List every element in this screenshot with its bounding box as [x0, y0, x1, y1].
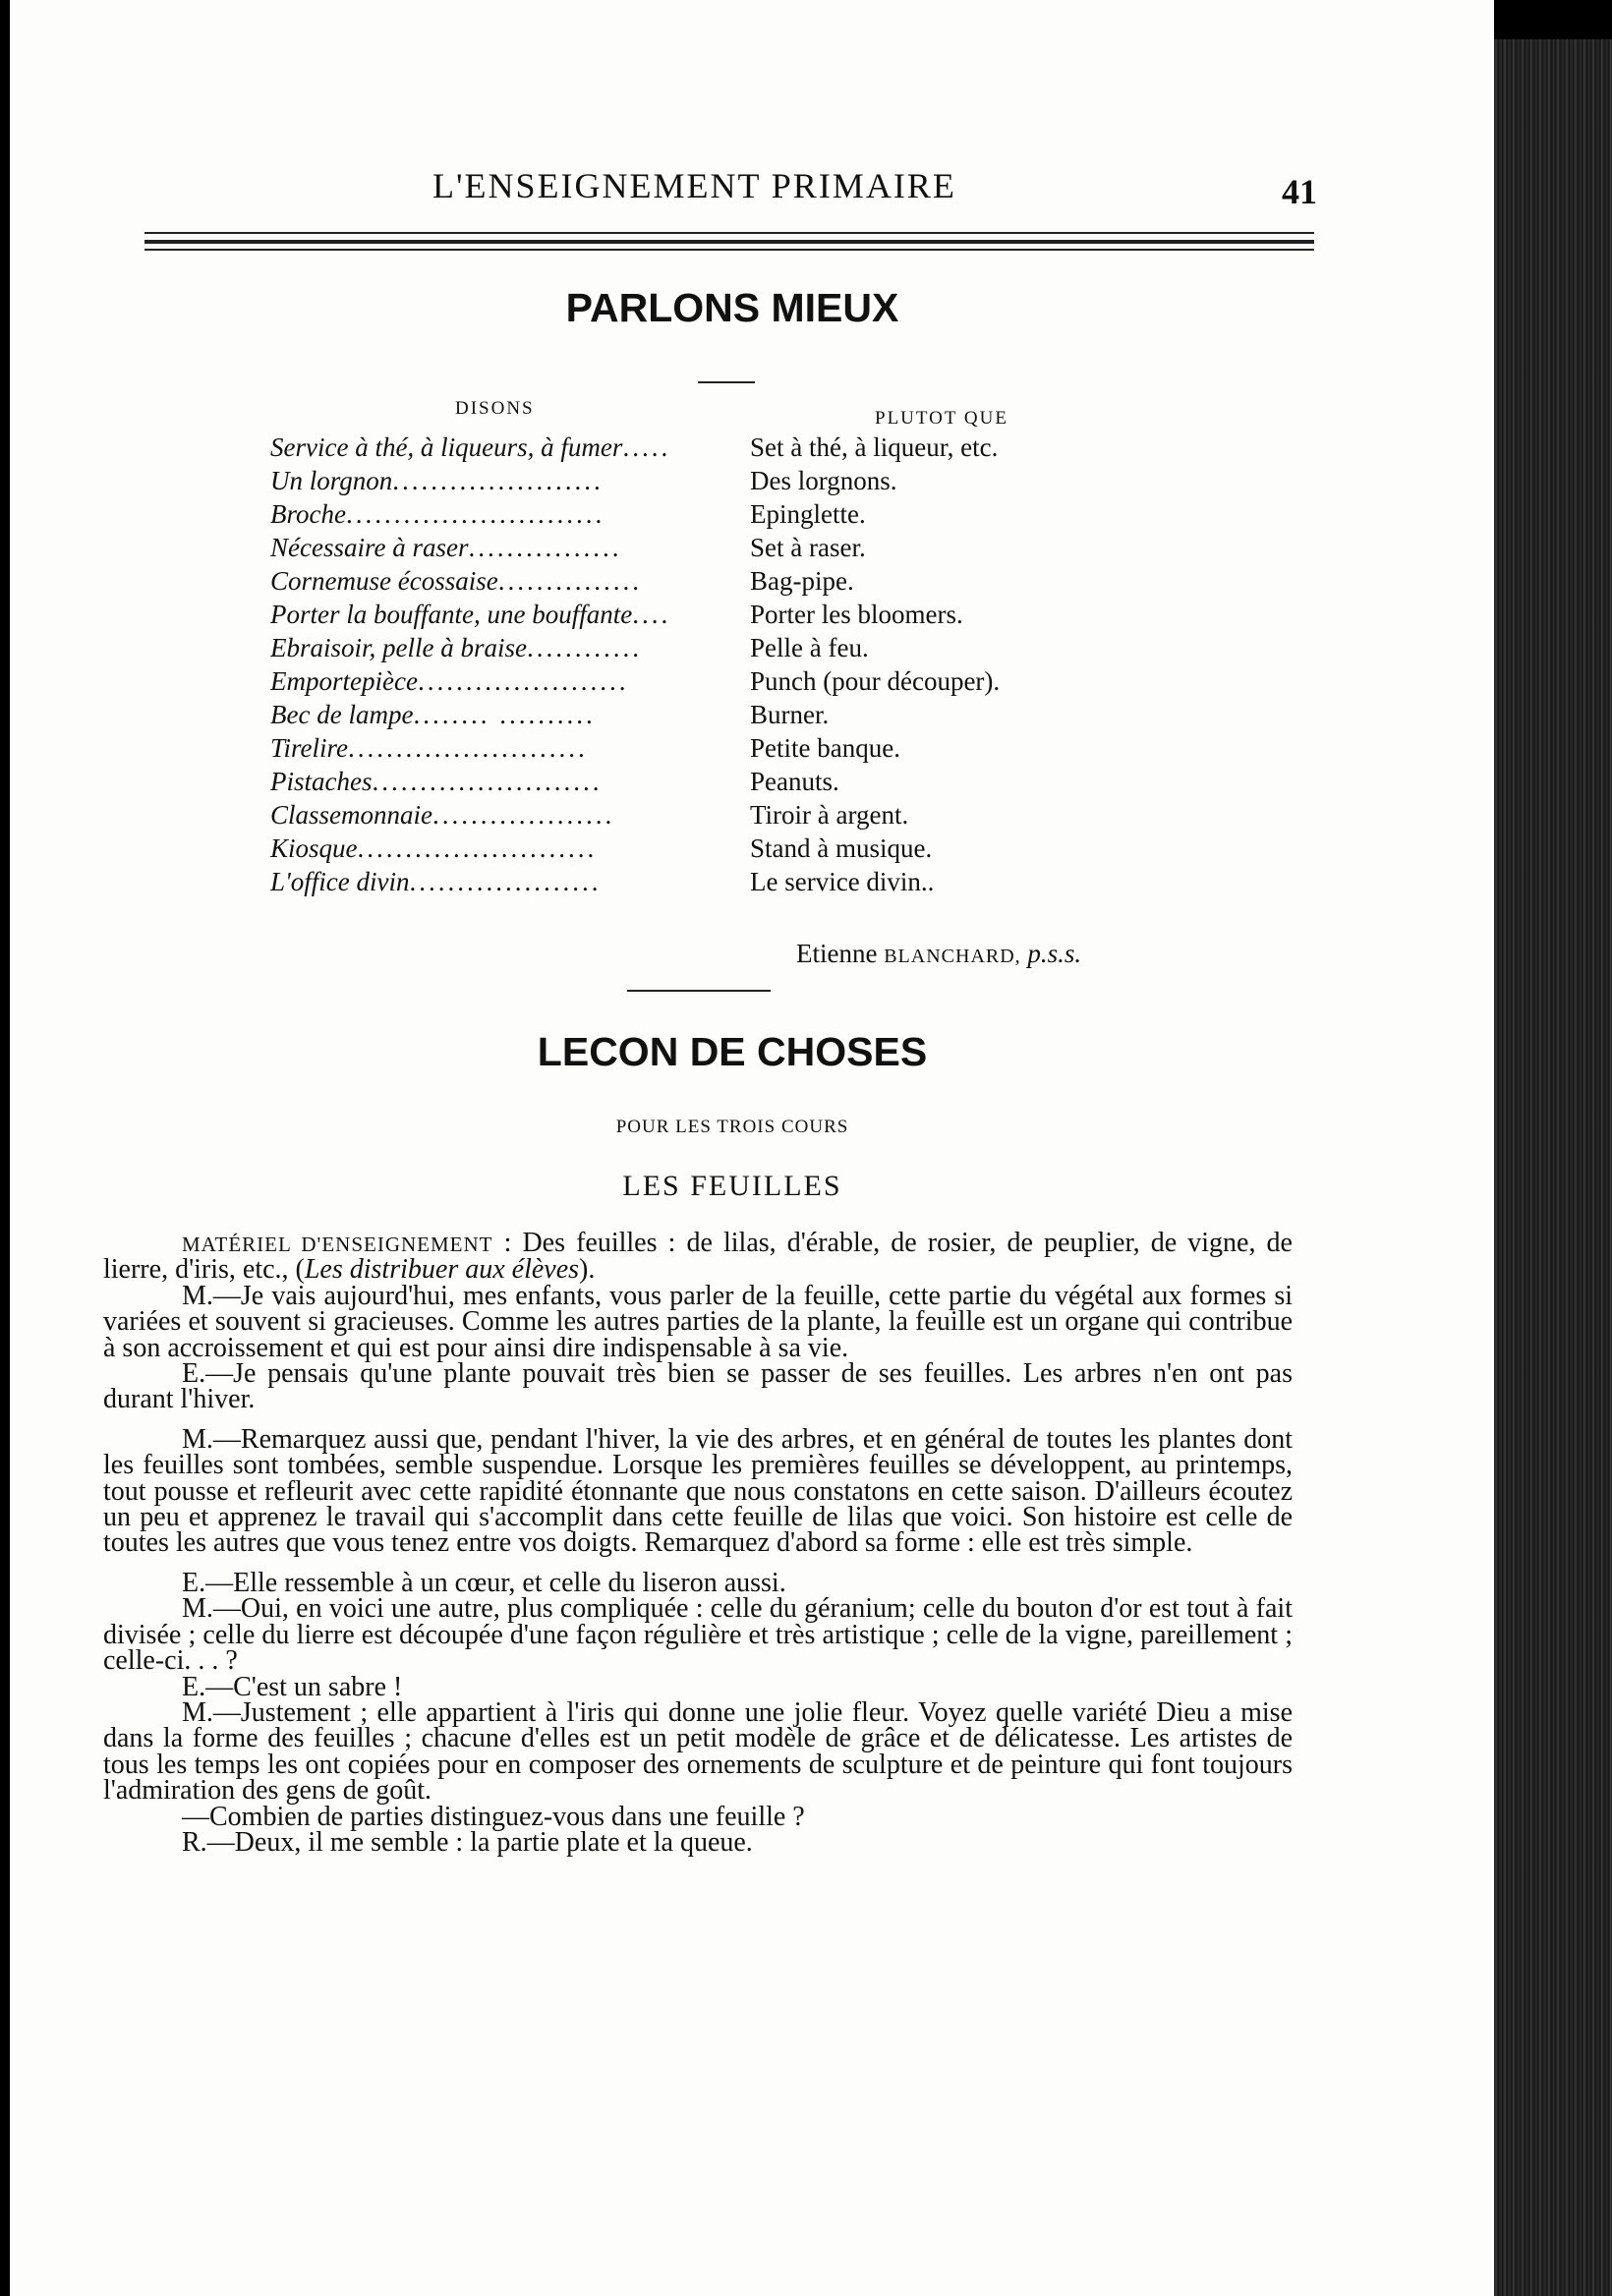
paragraph-materiel: [103, 1228, 1293, 1286]
vocab-say-text: Ebraisoir, pelle à braise: [270, 633, 527, 662]
vocab-say-text: Tirelire: [270, 733, 349, 763]
book-page: [10, 0, 1494, 2296]
materiel-italic: Les distribuer aux élèves: [304, 1254, 580, 1286]
vocabulary-row: [270, 765, 1076, 798]
vocabulary-row: [270, 664, 1076, 698]
leader-dots: ...................: [432, 800, 615, 830]
vocab-say-text: Kiosque: [270, 833, 358, 863]
materiel-text: : Des feuilles : de lilas, d'érable, de rosier, de peuplier, de vigne, de lierre, d'iris, etc., (: [103, 1228, 1293, 1286]
vocab-say: [270, 631, 724, 664]
paragraph: M.—Justement ; elle appartient à l'iris qui donne une jolie fleur. Voyez quelle variété Dieu a mise dans la forme des feuilles ; chacune d'elles est un petit modèle de grâce et de délicatesse. Les artistes de tous les temps les ont copiées pour en composer des ornements de sculpture et de peinture qui font toujours l'admiration des gens de goût.: [103, 1696, 1293, 1807]
vocab-say: [270, 598, 724, 631]
leader-dots: .....: [622, 432, 671, 462]
vocab-instead: Set à raser.: [750, 533, 866, 562]
vocab-say-text: Cornemuse écossaise: [270, 566, 498, 596]
section-title-parlons-mieux: PARLONS MIEUX: [565, 285, 899, 330]
vocab-instead: Petite banque.: [750, 733, 900, 763]
section-divider: [627, 990, 771, 992]
signature-last-name: BLANCHARD,: [884, 946, 1021, 967]
scan-border: [1494, 0, 1612, 39]
leader-dots: ........................: [372, 767, 603, 796]
vocab-instead: Epinglette.: [750, 499, 866, 529]
column-heading-plutot-que: PLUTOT QUE: [875, 408, 1008, 429]
subtitle-pour-les-trois-cours: POUR LES TROIS COURS: [615, 1117, 849, 1137]
vocab-say: [270, 497, 724, 531]
vocab-say-text: Un lorgnon: [270, 466, 393, 495]
paragraph: —Combien de parties distinguez-vous dans une feuille ?: [182, 1801, 805, 1832]
vocabulary-list: [270, 430, 1076, 898]
materiel-label: MATÉRIEL D'ENSEIGNEMENT: [182, 1233, 493, 1256]
vocab-say: [270, 731, 724, 765]
leader-dots: ...........................: [345, 499, 605, 529]
vocab-say: [270, 464, 724, 497]
vocab-instead: Burner.: [750, 700, 830, 729]
column-heading-disons: DISONS: [455, 398, 535, 419]
vocab-instead: Stand à musique.: [750, 833, 933, 863]
leader-dots: ......................: [392, 466, 604, 495]
vocab-instead: Tiroir à argent.: [750, 800, 909, 830]
signature: [796, 939, 1081, 969]
vocabulary-row: [270, 798, 1076, 832]
header-rule: [144, 232, 1314, 234]
paragraph: R.—Deux, il me semble : la partie plate et la queue.: [182, 1826, 753, 1858]
paragraph: M.—Remarquez aussi que, pendant l'hiver, la vie des arbres, et en général de toutes les plantes dont les feuilles sont tombées, semble suspendue. Lorsque les premières feuilles se développent, au printemps, tout pousse et refleurit avec cette rapidité étonnante que nous constatons en cette saison. D'ailleurs écoutez un peu et apprenez le travail qui s'accomplit dans cette feuille de lilas que voici. Son histoire est celle de toutes les autres que vous tenez entre vos doigts. Remarquez d'abord sa forme : elle est très simple.: [103, 1423, 1293, 1559]
vocab-instead: Pelle à feu.: [750, 633, 869, 662]
page-number: 41: [1282, 172, 1317, 211]
lesson-text: [103, 1228, 1293, 1858]
vocab-say: [270, 798, 724, 832]
vocab-say-text: Bec de lampe: [270, 700, 414, 729]
vocab-say-text: Pistaches: [270, 767, 373, 796]
vocab-instead: Le service divin..: [750, 867, 935, 896]
leader-dots: .........................: [357, 833, 598, 863]
header-rule: [144, 240, 1314, 244]
paragraph: E.—C'est un sabre !: [182, 1671, 403, 1702]
leader-dots: ...............: [497, 566, 642, 596]
vocab-say: [270, 664, 724, 698]
leader-dots: ............: [527, 633, 642, 662]
vocabulary-row: [270, 497, 1076, 531]
leader-dots: ........ ..........: [413, 700, 596, 729]
vocab-say: [270, 531, 724, 564]
paragraph: E.—Elle ressemble à un cœur, et celle du liseron aussi.: [182, 1567, 786, 1598]
vocab-instead: Punch (pour découper).: [750, 666, 1001, 696]
book-spine: [1494, 39, 1612, 2296]
vocab-instead: Peanuts.: [750, 767, 839, 796]
vocabulary-row: [270, 598, 1076, 631]
vocabulary-row: [270, 731, 1076, 765]
vocab-say-text: Nécessaire à raser: [270, 533, 469, 562]
paragraph: E.—Je pensais qu'une plante pouvait très bien se passer de ses feuilles. Les arbres n'en ont pas durant l'hiver.: [103, 1358, 1293, 1415]
section-title-lecon-de-choses: LECON DE CHOSES: [537, 1029, 928, 1074]
vocab-instead: Porter les bloomers.: [750, 600, 963, 629]
header-rule: [144, 249, 1314, 251]
vocab-say-text: Porter la bouffante, une bouffante: [270, 600, 633, 629]
vocabulary-row: [270, 464, 1076, 497]
signature-first-name: Etienne: [796, 939, 878, 968]
subtitle-les-feuilles: LES FEUILLES: [622, 1170, 842, 1202]
vocabulary-row: [270, 698, 1076, 731]
vocab-say: [270, 698, 724, 731]
vocab-instead: Des lorgnons.: [750, 466, 897, 495]
vocabulary-row: [270, 564, 1076, 598]
vocabulary-row: [270, 430, 1076, 464]
leader-dots: ......................: [417, 666, 629, 696]
vocab-say: [270, 765, 724, 798]
vocab-instead: Set à thé, à liqueur, etc.: [750, 432, 999, 462]
vocab-say: [270, 832, 724, 865]
leader-dots: .........................: [348, 733, 588, 763]
vocab-say: [270, 430, 724, 464]
vocab-say-text: L'office divin: [270, 867, 410, 896]
vocab-say-text: Classemonnaie: [270, 800, 432, 830]
materiel-end: ).: [579, 1254, 596, 1286]
running-title: L'ENSEIGNEMENT PRIMAIRE: [432, 166, 956, 205]
signature-suffix: p.s.s.: [1027, 939, 1082, 968]
vocabulary-row: [270, 631, 1076, 664]
vocab-instead: Bag-pipe.: [750, 566, 854, 596]
vocab-say-text: Broche: [270, 499, 346, 529]
vocab-say-text: Service à thé, à liqueurs, à fumer: [270, 432, 623, 462]
vocabulary-row: [270, 832, 1076, 865]
vocabulary-row: [270, 531, 1076, 564]
leader-dots: ....: [632, 600, 671, 629]
vocabulary-row: [270, 865, 1076, 898]
paragraph: M.—Je vais aujourd'hui, mes enfants, vous parler de la feuille, cette partie du végétal aux formes si variées et souvent si gracieuses. Comme les autres parties de la plante, la feuille est un organe qui contribue à son accroissement et qui est pour ainsi dire indispensable à sa vie.: [103, 1280, 1293, 1363]
title-divider: [698, 381, 755, 383]
leader-dots: ................: [468, 533, 622, 562]
vocab-say-text: Emportepièce: [270, 666, 418, 696]
vocab-say: [270, 564, 724, 598]
page-header: [138, 165, 1317, 214]
paragraph: M.—Oui, en voici une autre, plus compliquée : celle du géranium; celle du bouton d'or est tout à fait divisée ; celle du lierre est découpée d'une façon régulière et très artistique ; celle de la vigne, pareillement ; celle-ci. . . ?: [103, 1593, 1293, 1677]
vocab-say: [270, 865, 724, 898]
leader-dots: ....................: [409, 867, 602, 896]
